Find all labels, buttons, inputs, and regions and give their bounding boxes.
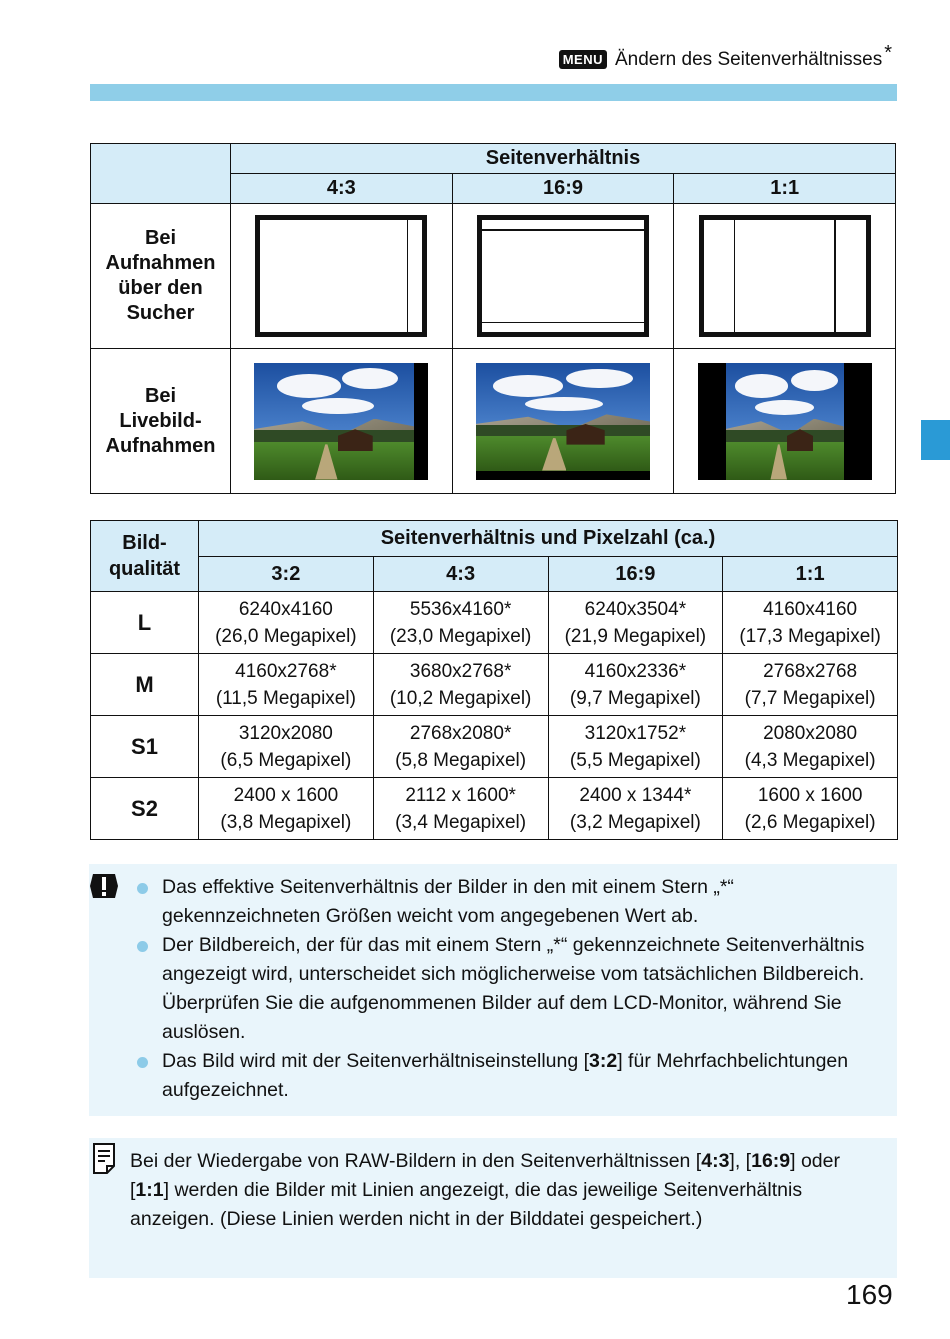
memo-text: Bei der Wiedergabe von RAW-Bildern in den Seitenverhältnissen [4:3], [16:9] oder [1:1] werden die Bilder mit Linien angezeigt, die das jeweilige Seitenverhältnis anzeigen. (Diese Linien werden nicht in der Bilddatei gespeichert.) <box>130 1150 840 1230</box>
memo-note <box>89 1138 897 1278</box>
t2-col-header: 16:9 <box>548 557 723 592</box>
viewfinder-frame-4-3 <box>255 215 427 337</box>
liveview-photo-1-1 <box>698 363 872 480</box>
quality-header: Bild- qualität <box>91 521 199 592</box>
caution-bullet: Das Bild wird mit der Seitenverhältniseinstellung [3:2] für Mehrfachbelichtungen aufgezeichnet. <box>133 1047 883 1105</box>
caution-bullet: Der Bildbereich, der für das mit einem Stern „*“ gekennzeichnete Seitenverhältnis angezeigt wird, unterscheidet sich möglicherweise vom tatsächlichen Bildbereich. Überprüfen Sie die aufgenommenen Bilder auf dem LCD-Monitor, während Sie auslösen. <box>133 931 883 1047</box>
quality-label: M <box>91 654 199 716</box>
caution-bullet: Das effektive Seitenverhältnis der Bilder in den mit einem Stern „*“ gekennzeichneten Größen weicht vom angegebenen Wert ab. <box>133 873 883 931</box>
aspect-ratio-frame-table <box>90 143 896 494</box>
caution-icon <box>89 870 119 902</box>
table-row: S2 2400 x 1600 (3,8 Megapixel) 2112 x 1600* (3,4 Megapixel) 2400 x 1344* (3,2 Megapixel) 1600 x 1600 (2,6 Megapixel) <box>91 778 898 840</box>
table-row: S1 3120x2080 (6,5 Megapixel) 2768x2080* (5,8 Megapixel) 3120x1752* (5,5 Megapixel) 2080x2080 (4,3 Megapixel) <box>91 716 898 778</box>
t1-group-header: Seitenverhältnis <box>231 144 896 174</box>
memo-icon <box>91 1142 117 1175</box>
menu-badge: MENU <box>559 50 607 69</box>
page-number: 169 <box>846 1279 893 1310</box>
t2-col-header: 3:2 <box>199 557 374 592</box>
caution-note <box>89 864 897 1116</box>
chapter-tab <box>921 420 950 460</box>
row-label-viewfinder: Bei Aufnahmen über den Sucher <box>91 204 231 349</box>
table-row: L 6240x4160 (26,0 Megapixel) 5536x4160* (23,0 Megapixel) 6240x3504* (21,9 Megapixel) 4160x4160 (17,3 Megapixel) <box>91 592 898 654</box>
row-label-liveview: Bei Livebild- Aufnahmen <box>91 349 231 494</box>
table-row: M 4160x2768* (11,5 Megapixel) 3680x2768* (10,2 Megapixel) 4160x2336* (9,7 Megapixel) 2768x2768 (7,7 Megapixel) <box>91 654 898 716</box>
quality-label: S1 <box>91 716 199 778</box>
advanced-star: * <box>884 42 892 64</box>
quality-label: S2 <box>91 778 199 840</box>
corner-cell <box>91 144 231 204</box>
t2-group-header: Seitenverhältnis und Pixelzahl (ca.) <box>199 521 898 557</box>
viewfinder-frame-1-1 <box>699 215 871 337</box>
liveview-photo-4-3 <box>254 363 428 480</box>
liveview-photo-16-9 <box>476 363 650 480</box>
quality-label: L <box>91 592 199 654</box>
page-header <box>559 42 892 71</box>
t1-col-header: 1:1 <box>674 174 896 204</box>
t2-col-header: 4:3 <box>373 557 548 592</box>
t1-col-header: 4:3 <box>231 174 453 204</box>
t1-col-header: 16:9 <box>452 174 674 204</box>
viewfinder-frame-16-9 <box>477 215 649 337</box>
section-title: Ändern des Seitenverhältnisses <box>614 48 883 70</box>
pixel-count-table <box>90 520 898 840</box>
header-band <box>90 84 897 101</box>
t2-col-header: 1:1 <box>723 557 898 592</box>
